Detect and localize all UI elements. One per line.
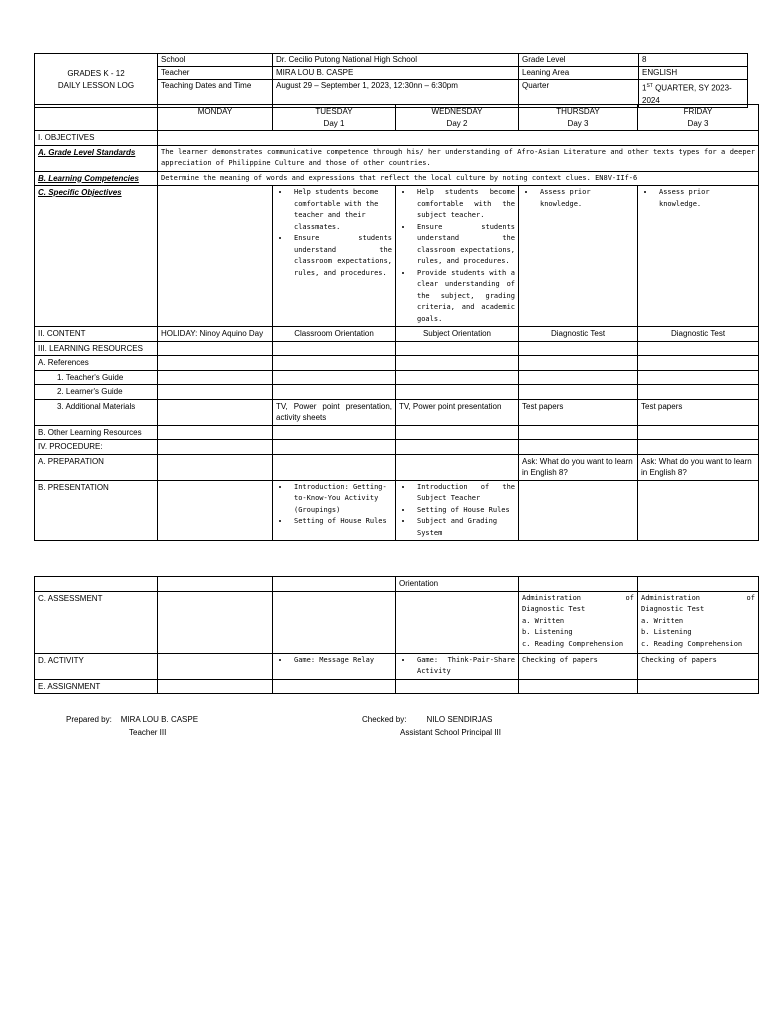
dates-value: August 29 – September 1, 2023, 12:30nn – 6:30pm xyxy=(273,80,519,108)
activity-fri: Checking of papers xyxy=(638,653,759,679)
header-table xyxy=(34,53,748,108)
competencies-label: B. Learning Competencies xyxy=(35,171,158,186)
activity-thu: Checking of papers xyxy=(519,653,638,679)
references-label: A. References xyxy=(35,356,158,371)
day-tuesday: TUESDAY Day 1 xyxy=(273,105,396,131)
content-tuesday: Classroom Orientation xyxy=(273,327,396,342)
resources-heading: III. LEARNING RESOURCES xyxy=(35,341,158,356)
specific-objectives-thu: • Assess prior knowledge. xyxy=(519,186,638,327)
content-heading: II. CONTENT xyxy=(35,327,158,342)
additional-materials-wed: TV, Power point presentation xyxy=(396,399,519,425)
lesson-table-continued xyxy=(34,576,759,694)
additional-materials-thu: Test papers xyxy=(519,399,638,425)
content-thursday: Diagnostic Test xyxy=(519,327,638,342)
learning-area-value: ENGLISH xyxy=(639,67,748,80)
content-wednesday: Subject Orientation xyxy=(396,327,519,342)
prepared-by-name: MIRA LOU B. CASPE xyxy=(120,715,199,724)
objectives-heading: I. OBJECTIVES xyxy=(35,131,158,146)
content-monday: HOLIDAY: Ninoy Aquino Day xyxy=(158,327,273,342)
other-resources-label: B. Other Learning Resources xyxy=(35,425,158,440)
quarter-label: Quarter xyxy=(519,80,639,108)
lesson-table xyxy=(34,104,759,541)
checked-by xyxy=(362,714,492,726)
activity-wed: • Game: Think-Pair-Share Activity xyxy=(396,653,519,679)
specific-objectives-wed: • Help students become comfortable with the subject teacher. • Ensure students understand the classroom expectations, rules, and procedures. • Provide students with a clear understanding of the subject, grading criteria, and academic goals. xyxy=(396,186,519,327)
assignment-label: E. ASSIGNMENT xyxy=(35,679,158,694)
preparation-label: A. PREPARATION xyxy=(35,454,158,480)
specific-objectives-tue: • Help students become comfortable with the teacher and their classmates. • Ensure students understand the classroom expectations, rules, and procedures. xyxy=(273,186,396,327)
content-friday: Diagnostic Test xyxy=(638,327,759,342)
learning-area-label: Leaning Area xyxy=(519,67,639,80)
assessment-fri: Administration of Diagnostic Test a. Written b. Listening c. Reading Comprehension xyxy=(638,591,759,653)
teacher-value: MIRA LOU B. CASPE xyxy=(273,67,519,80)
school-value: Dr. Cecilio Putong National High School xyxy=(273,54,519,67)
grade-level-value: 8 xyxy=(639,54,748,67)
checked-by-title: Assistant School Principal III xyxy=(400,728,501,737)
additional-materials-tue: TV, Power point presentation, activity sheets xyxy=(273,399,396,425)
log-title: GRADES K - 12 DAILY LESSON LOG xyxy=(35,54,158,108)
quarter-value: 1ST QUARTER, SY 2023-2024 xyxy=(639,80,748,108)
activity-label: D. ACTIVITY xyxy=(35,653,158,679)
prepared-by-label: Prepared by: xyxy=(66,715,112,724)
checked-by-label: Checked by: xyxy=(362,715,407,724)
teachers-guide-label: 1. Teacher's Guide xyxy=(35,370,158,385)
checked-by-name: NILO SENDIRJAS xyxy=(426,715,493,724)
prepared-by-title: Teacher III xyxy=(129,728,167,737)
presentation-label: B. PRESENTATION xyxy=(35,480,158,541)
corner-cell xyxy=(35,105,158,131)
activity-tue: • Game: Message Relay xyxy=(273,653,396,679)
additional-materials-fri: Test papers xyxy=(638,399,759,425)
learners-guide-label: 2. Learner's Guide xyxy=(35,385,158,400)
presentation-tue: • Introduction: Getting-to-Know-You Activity (Groupings) • Setting of House Rules xyxy=(273,480,396,541)
day-wednesday: WEDNESDAY Day 2 xyxy=(396,105,519,131)
prepared-by xyxy=(66,714,198,726)
preparation-fri: Ask: What do you want to learn in English 8? xyxy=(638,454,759,480)
preparation-thu: Ask: What do you want to learn in English 8? xyxy=(519,454,638,480)
specific-objectives-label: C. Specific Objectives xyxy=(35,186,158,327)
grade-standards-text: The learner demonstrates communicative competence through his/ her understanding of Afro-Asian Literature and other texts types for a deeper appreciation of Philippine Culture and those of other countries. xyxy=(158,145,759,171)
day-monday: MONDAY xyxy=(158,105,273,131)
orientation-continued: Orientation xyxy=(396,577,519,592)
specific-objectives-fri: • Assess prior knowledge. xyxy=(638,186,759,327)
school-label: School xyxy=(158,54,273,67)
procedure-heading: IV. PROCEDURE: xyxy=(35,440,158,455)
assessment-thu: Administration of Diagnostic Test a. Written b. Listening c. Reading Comprehension xyxy=(519,591,638,653)
grade-standards-label: A. Grade Level Standards xyxy=(35,145,158,171)
dates-label: Teaching Dates and Time xyxy=(158,80,273,108)
teacher-label: Teacher xyxy=(158,67,273,80)
competencies-text: Determine the meaning of words and expressions that reflect the local culture by noting context clues. EN8V-IIf-6 xyxy=(158,171,759,186)
day-friday: FRIDAY Day 3 xyxy=(638,105,759,131)
assessment-label: C. ASSESSMENT xyxy=(35,591,158,653)
day-thursday: THURSDAY Day 3 xyxy=(519,105,638,131)
presentation-wed: • Introduction of the Subject Teacher • Setting of House Rules • Subject and Grading System xyxy=(396,480,519,541)
grade-level-label: Grade Level xyxy=(519,54,639,67)
additional-materials-label: 3. Additional Materials xyxy=(35,399,158,425)
